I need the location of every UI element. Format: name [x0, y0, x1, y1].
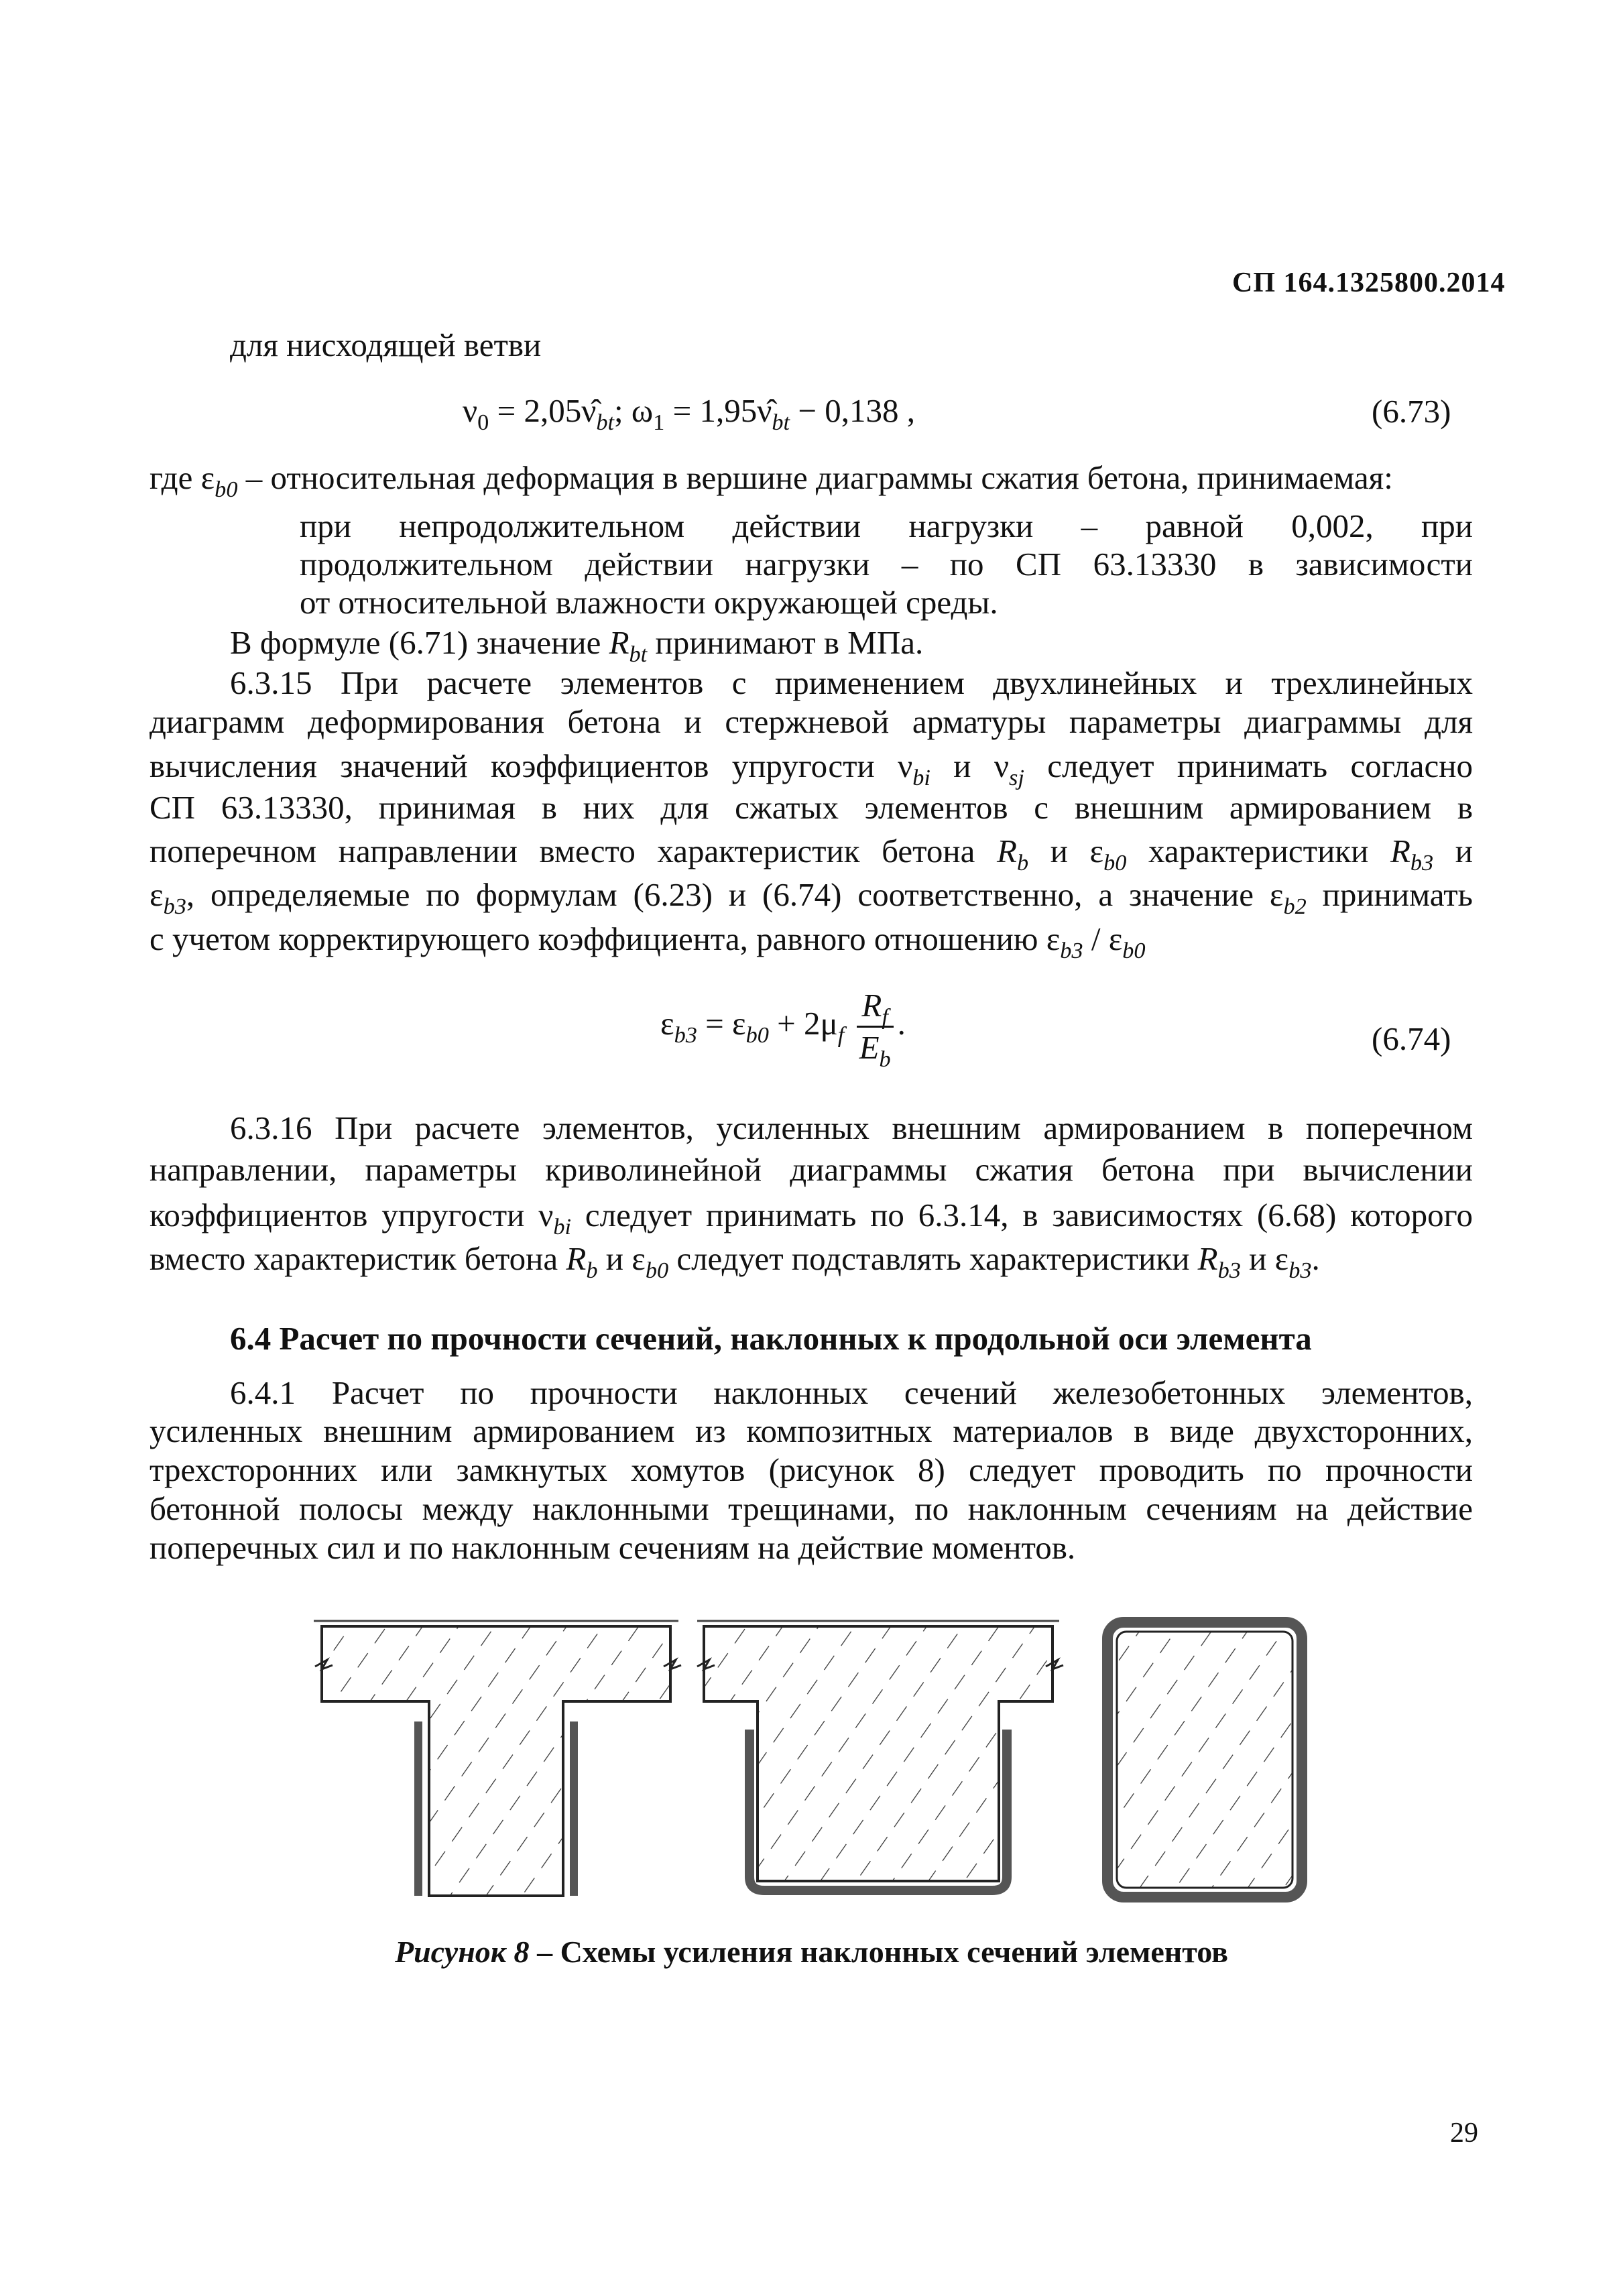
equation-number-6-74: (6.74) — [1372, 1020, 1451, 1057]
figure-caption-text: – Схемы усиления наклонных сечений элементов — [529, 1935, 1228, 1969]
formula-note: В формуле (6.71) значение $R_{bt}$ принимают в МПа. — [230, 624, 924, 667]
p6315-line-1: 6.3.15 При расчете элементов с применением двухлинейных и трехлинейных — [230, 664, 1473, 701]
p641-line-5: поперечных сил и по наклонным сечениям на действие моментов. — [149, 1529, 1076, 1566]
p6316-line-3: коэффициентов упругости $\nu_{bi}$ следует принимать по 6.3.14, в зависимостях (6.68) которого — [149, 1197, 1473, 1240]
t-section-three-sided — [697, 1621, 1063, 1890]
p641-line-2: усиленных внешним армированием из композитных материалов в виде двухсторонних, — [149, 1412, 1473, 1449]
p6316-line-4: вместо характеристик бетона $R_b$ и $\varepsilon_{b0}$ следует подставлять характеристики $R_{b3}$ и $\varepsilon_{b3}$. — [149, 1240, 1320, 1283]
p6316-line-2: направлении, параметры криволинейной диаграммы сжатия бетона при вычислении — [149, 1151, 1473, 1188]
p6315-line-4: СП 63.13330, принимая в них для сжатых элементов с внешним армированием в — [149, 789, 1473, 826]
where-definition-line: где $\varepsilon_{b0}$ – относительная деформация в вершине диаграммы сжатия бетона, принимаемая: — [149, 459, 1393, 502]
intro-text: для нисходящей ветви — [230, 326, 542, 363]
p641-line-4: бетонной полосы между наклонными трещинами, по наклонным сечениям на действие — [149, 1490, 1473, 1527]
p6315-line-2: диаграмм деформирования бетона и стержневой арматуры параметры диаграммы для — [149, 703, 1473, 740]
where-subline-2: продолжительном действии нагрузки – по СП 63.13330 в зависимости — [300, 546, 1473, 583]
figure-8-caption — [0, 1934, 1623, 1970]
document-code-header: СП 164.1325800.2014 — [1232, 267, 1506, 298]
p641-line-3: трехсторонних или замкнутых хомутов (рисунок 8) следует проводить по прочности — [149, 1451, 1473, 1488]
rectangular-section-closed-wrap — [1107, 1622, 1302, 1897]
equation-6-74-fraction: $\frac{R_f}{E_b}$ — [857, 985, 894, 1068]
figure-caption-label: Рисунок 8 — [395, 1935, 530, 1969]
page-number: 29 — [1450, 2118, 1478, 2149]
where-subline-1: при непродолжительном действии нагрузки – равной 0,002, при — [300, 507, 1473, 544]
section-6-4-heading: 6.4 Расчет по прочности сечений, наклонных к продольной оси элемента — [230, 1320, 1312, 1357]
equation-number-6-73: (6.73) — [1372, 393, 1451, 430]
p6315-line-3: вычисления значений коэффициентов упругости $\nu_{bi}$ и $\nu_{sj}$ следует принимать согласно — [149, 747, 1473, 790]
p6315-line-5: поперечном направлении вместо характеристик бетона $R_b$ и $\varepsilon_{b0}$ характеристики $R_{b3}$ и — [149, 833, 1473, 875]
equation-6-73: $\nu_0$ = $2,05\nû_{bt}$; $\omega_1$ = $1,95\nû_{bt} - 0,138$ , — [463, 392, 915, 435]
p6316-line-1: 6.3.16 При расчете элементов, усиленных внешним армированием в поперечном — [230, 1109, 1473, 1146]
p641-line-1: 6.4.1 Расчет по прочности наклонных сечений железобетонных элементов, — [230, 1374, 1473, 1411]
where-subline-3: от относительной влажности окружающей среды. — [300, 584, 998, 621]
equation-6-74: $\varepsilon_{b3} = \varepsilon_{b0} + 2\mu_f$ $\frac{R_f}{E_b}$ . — [660, 987, 906, 1072]
figure-8-reinforcement-schemes — [295, 1602, 1341, 1911]
p6315-line-6: $\varepsilon_{b3}$, определяемые по формулам (6.23) и (6.74) соответственно, а значение $\varepsilon_{b2}$ принимать — [149, 876, 1473, 919]
t-section-two-sided — [314, 1621, 681, 1896]
p6315-line-7: с учетом корректирующего коэффициента, равного отношению $\varepsilon_{b3} / \varepsilon_{b0}$ — [149, 920, 1146, 963]
